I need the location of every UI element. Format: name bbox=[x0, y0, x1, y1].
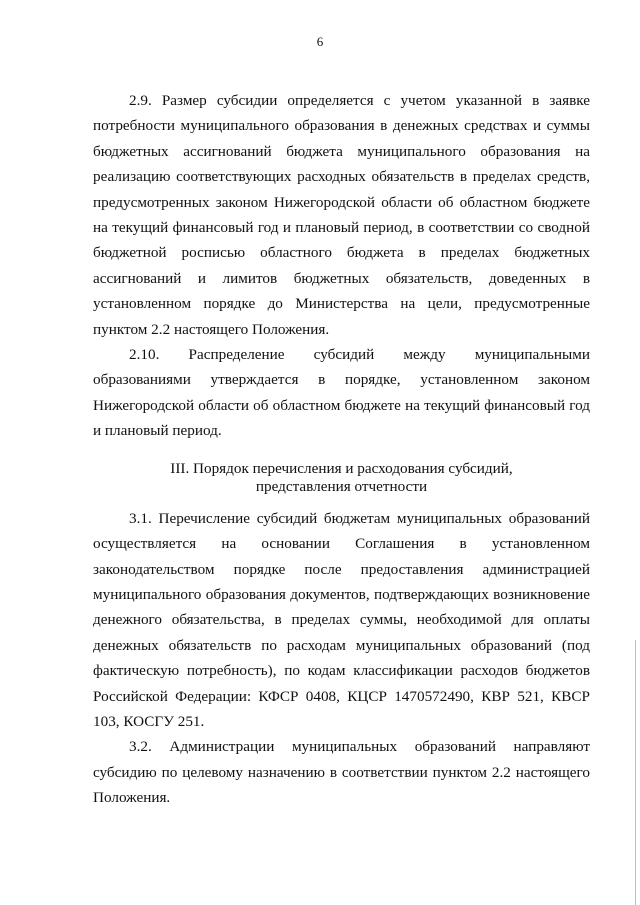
section-heading-line-2: представления отчетности bbox=[255, 477, 428, 495]
page-number: 6 bbox=[316, 34, 324, 49]
section-heading bbox=[93, 460, 590, 496]
paragraph-3-2: 3.2. Администрации муниципальных образований направляют субсидию по целевому назначению в соответствии пунктом 2.2 настоящего Положения. bbox=[93, 738, 590, 807]
document-body bbox=[93, 88, 590, 811]
scan-edge-line bbox=[635, 640, 636, 905]
paragraph-2-9: 2.9. Размер субсидии определяется с учетом указанной в заявке потребности муниципального образования в денежных средствах и суммы бюджетных ассигнований бюджета муниципального образования на реализацию соответствующих расходных обязательств в пределах средств, предусмотренных законом Нижегородской области об областном бюджете на текущий финансовый год и плановый период, в соответствии со сводной бюджетной росписью областного бюджета в пределах бюджетных ассигнований и лимитов бюджетных обязательств, доведенных в установленном порядке до Министерства на цели, предусмотренные пунктом 2.2 настоящего Положения. bbox=[93, 92, 590, 338]
paragraph-3-1: 3.1. Перечисление субсидий бюджетам муниципальных образований осуществляется на основании Соглашения в установленном законодательством порядке после предоставления администрацией муниципального образования документов, подтверждающих возникновение денежного обязательства, в пределах суммы, необходимой для оплаты денежных обязательств по расходам муниципальных образований (под фактическую потребность), по кодам классификации расходов бюджетов Российской Федерации: КФСР 0408, КЦСР 1470572490, КВР 521, КВСР 103, КОСГУ 251. bbox=[93, 509, 590, 730]
section-heading-line-1: III. Порядок перечисления и расходования субсидий, bbox=[170, 459, 513, 477]
paragraph-2-10: 2.10. Распределение субсидий между муниципальными образованиями утверждается в порядке, установленном законом Нижегородской области об областном бюджете на текущий финансовый год и плановый период. bbox=[93, 346, 590, 440]
